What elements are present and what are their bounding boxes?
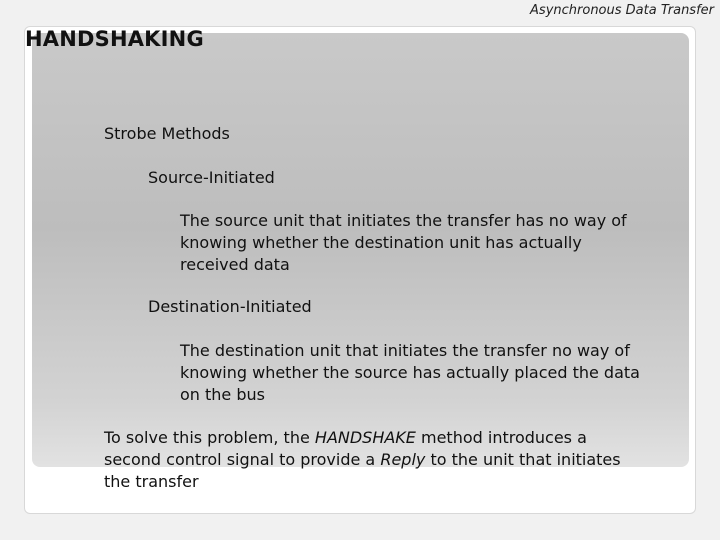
heading-strobe-methods: Strobe Methods <box>104 124 230 143</box>
text-source-initiated: The source unit that initiates the transfer has no way of knowing whether the destination unit has actually received data <box>180 211 627 274</box>
text-destination-initiated: The destination unit that initiates the transfer no way of knowing whether the source has actually placed the data on the bus <box>180 341 640 404</box>
conclusion-handshake: HANDSHAKE <box>314 428 416 447</box>
conclusion-part1: To solve this problem, the <box>104 428 315 447</box>
header-tag: Asynchronous Data Transfer <box>530 3 714 18</box>
conclusion-part3: to the unit that initiates the transfer <box>104 450 621 491</box>
conclusion-paragraph <box>104 427 624 493</box>
conclusion-reply: Reply <box>380 450 426 469</box>
label-source-initiated: Source-Initiated <box>148 168 275 187</box>
conclusion-part2: method introduces a second control signal to provide a <box>104 428 587 469</box>
label-destination-initiated: Destination-Initiated <box>148 297 312 316</box>
slide-title: HANDSHAKING <box>25 27 204 51</box>
